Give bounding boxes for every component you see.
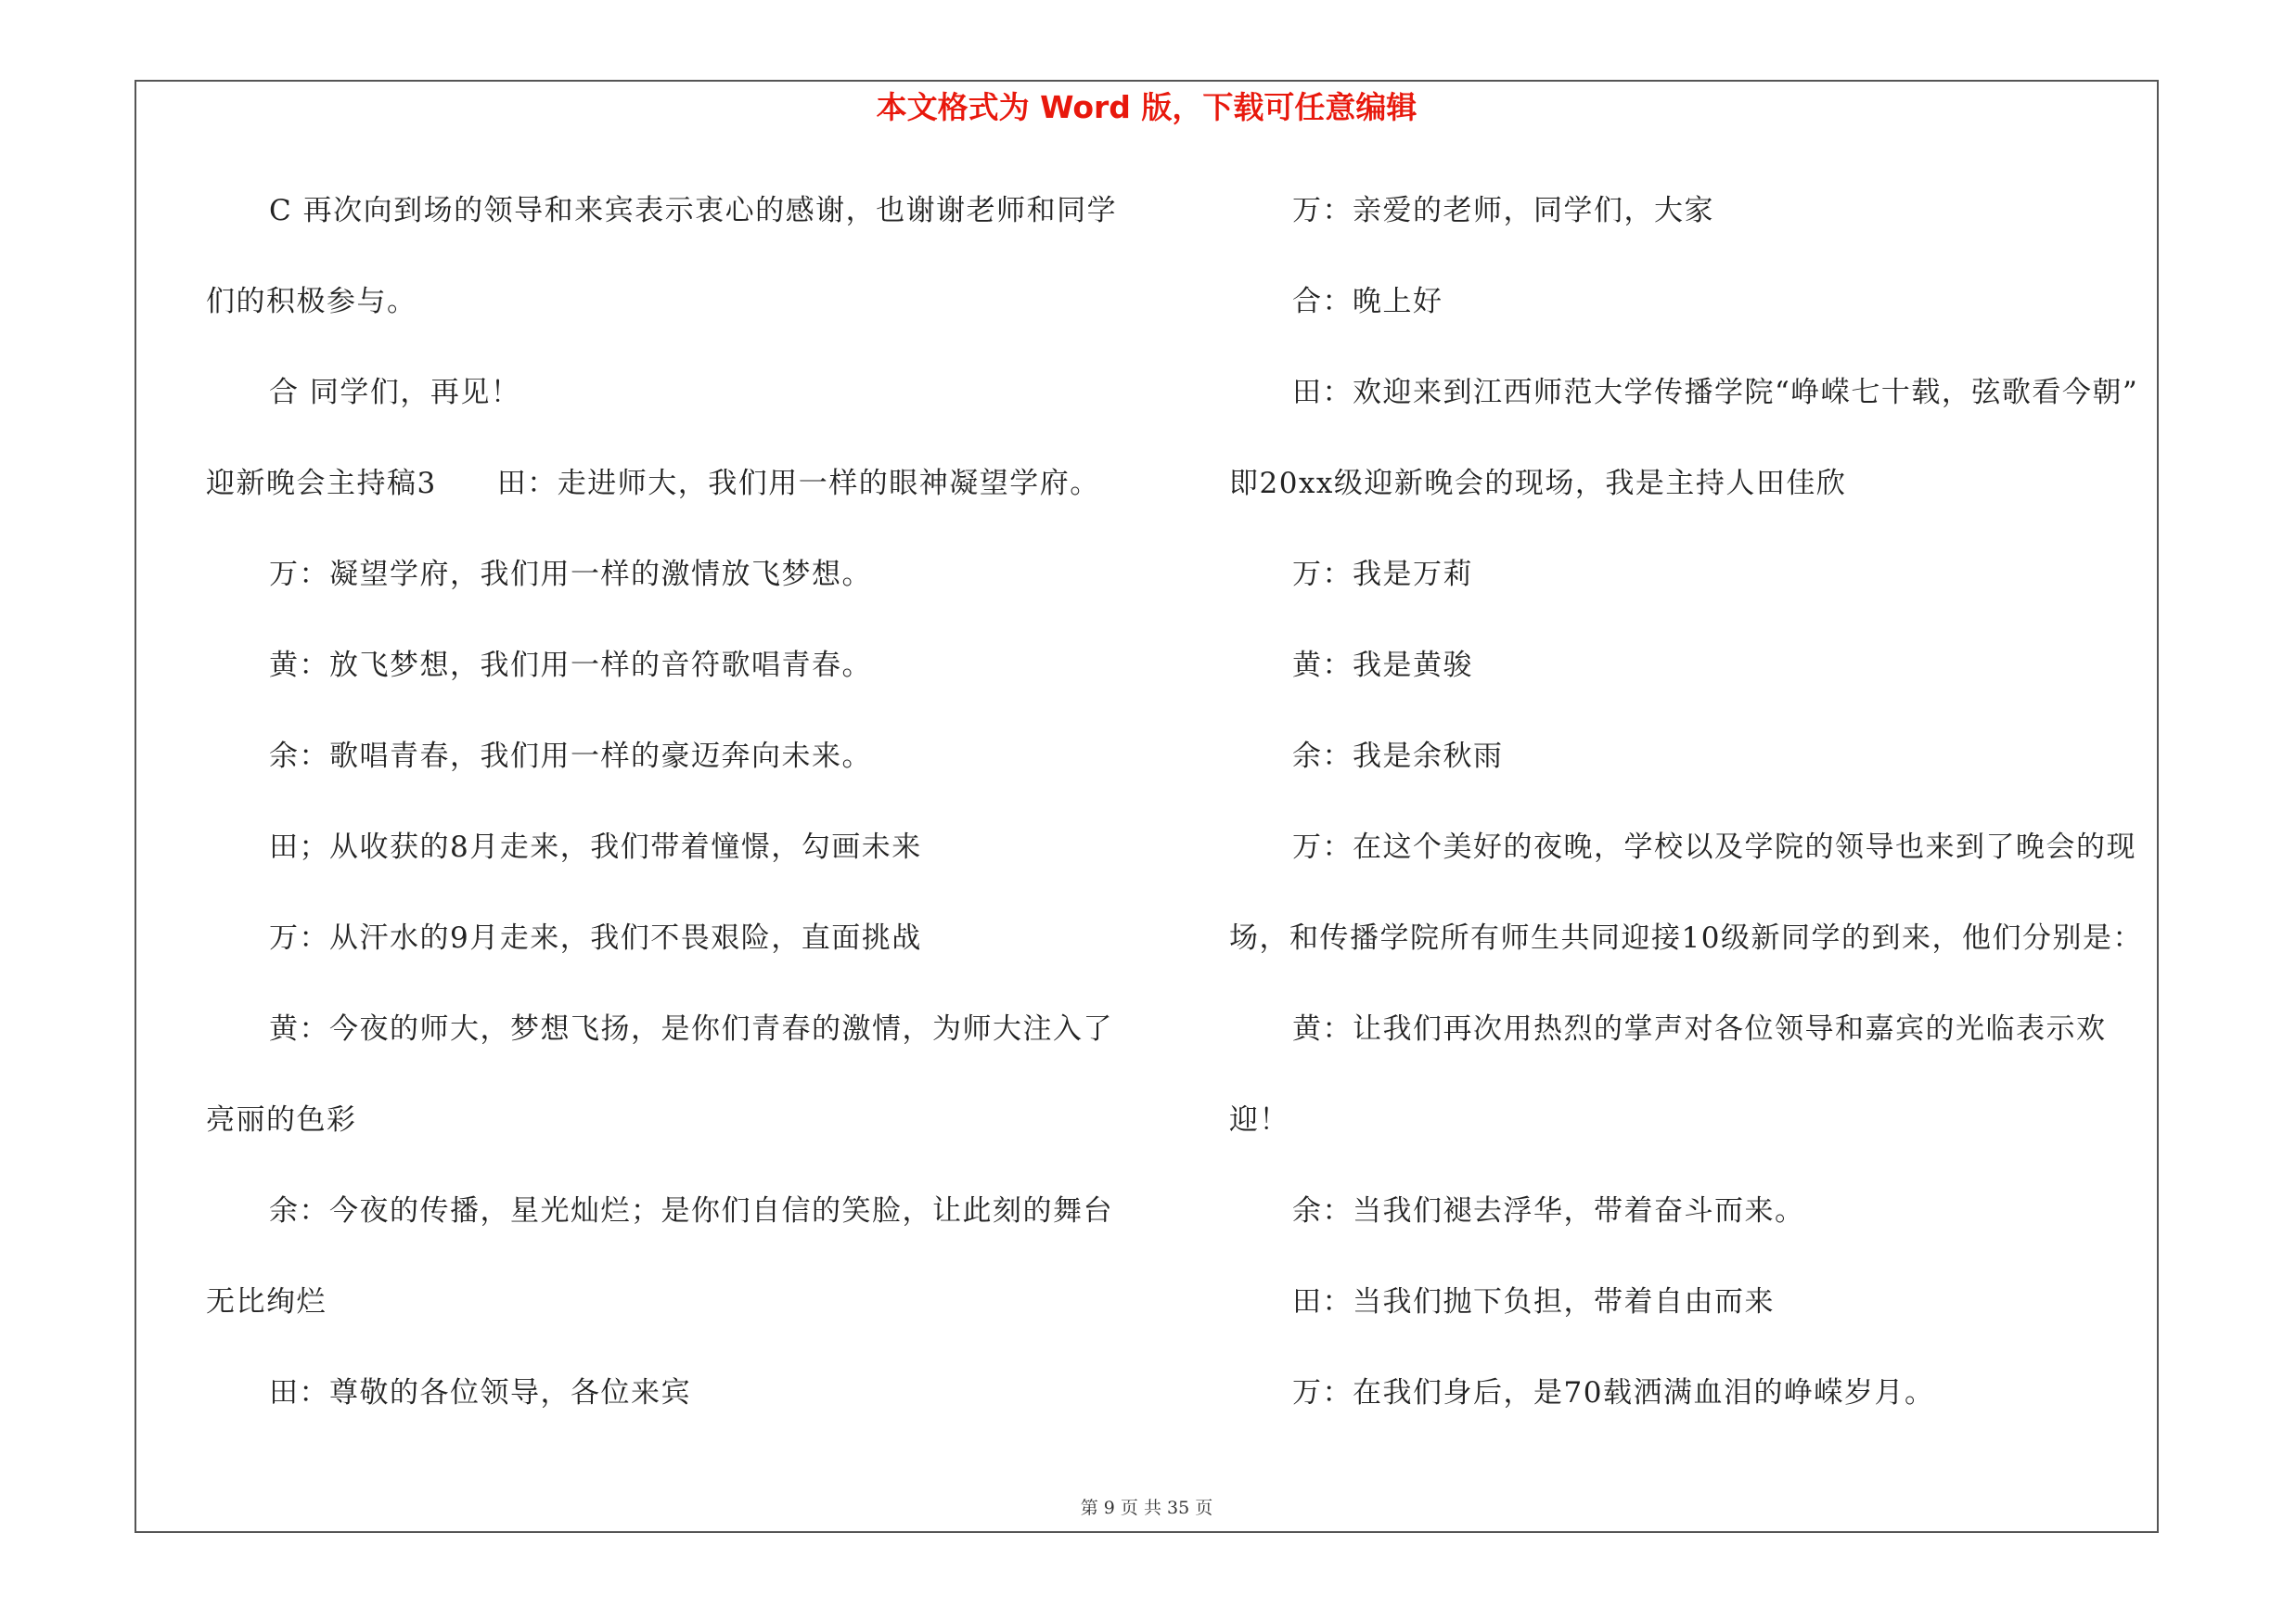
text-line: 迎新晚会主持稿3 田：走进师大，我们用一样的眼神凝望学府。 — [206, 467, 1100, 500]
text-line: 万：凝望学府，我们用一样的激情放飞梦想。 — [269, 558, 872, 591]
left-text-column — [206, 184, 1134, 1457]
text-line: 万：我是万莉 — [1292, 558, 1473, 591]
text-line: C 再次向到场的领导和来宾表示衷心的感谢，也谢谢老师和同学 — [269, 194, 1118, 227]
text-line: 万：亲爱的老师，同学们，大家 — [1292, 194, 1714, 227]
text-line: 余：今夜的传播，星光灿烂；是你们自信的笑脸，让此刻的舞台 — [269, 1194, 1113, 1228]
text-line: 田：当我们抛下负担，带着自由而来 — [1292, 1285, 1775, 1319]
text-line: 田；从收获的8月走来，我们带着憧憬，勾画未来 — [269, 831, 922, 864]
right-text-column — [1229, 184, 2168, 1457]
text-line: 万：从汗水的9月走来，我们不畏艰险，直面挑战 — [269, 921, 922, 955]
text-line: 田：尊敬的各位领导，各位来宾 — [269, 1376, 691, 1410]
text-line: 余：当我们褪去浮华，带着奋斗而来。 — [1292, 1194, 1805, 1228]
document-header-title: 本文格式为 Word 版，下载可任意编辑 — [876, 89, 1417, 125]
text-line: 迎！ — [1229, 1103, 1289, 1137]
text-line: 田：欢迎来到江西师范大学传播学院“峥嵘七十载，弦歌看今朝” — [1292, 376, 2139, 409]
text-line: 黄：今夜的师大，梦想飞扬，是你们青春的激情，为师大注入了 — [269, 1012, 1113, 1046]
text-line: 合：晚上好 — [1292, 285, 1443, 318]
text-line: 亮丽的色彩 — [206, 1103, 357, 1137]
text-line: 无比绚烂 — [206, 1285, 327, 1319]
text-line: 即20xx级迎新晚会的现场，我是主持人田佳欣 — [1229, 467, 1847, 500]
text-line: 们的积极参与。 — [206, 285, 417, 318]
text-line: 余：我是余秋雨 — [1292, 740, 1504, 773]
text-line: 万：在我们身后，是70载洒满血泪的峥嵘岁月。 — [1292, 1376, 1935, 1410]
text-line: 黄：让我们再次用热烈的掌声对各位领导和嘉宾的光临表示欢 — [1292, 1012, 2107, 1046]
text-line: 余：歌唱青春，我们用一样的豪迈奔向未来。 — [269, 740, 872, 773]
text-line: 合 同学们，再见！ — [269, 376, 521, 409]
text-line: 万：在这个美好的夜晚，学校以及学院的领导也来到了晚会的现 — [1292, 831, 2136, 864]
text-line: 黄：我是黄骏 — [1292, 649, 1473, 682]
page-number-footer: 第 9 页 共 35 页 — [1080, 1498, 1213, 1518]
text-line: 黄：放飞梦想，我们用一样的音符歌唱青春。 — [269, 649, 872, 682]
text-line: 场，和传播学院所有师生共同迎接10级新同学的到来，他们分别是： — [1229, 921, 2143, 955]
